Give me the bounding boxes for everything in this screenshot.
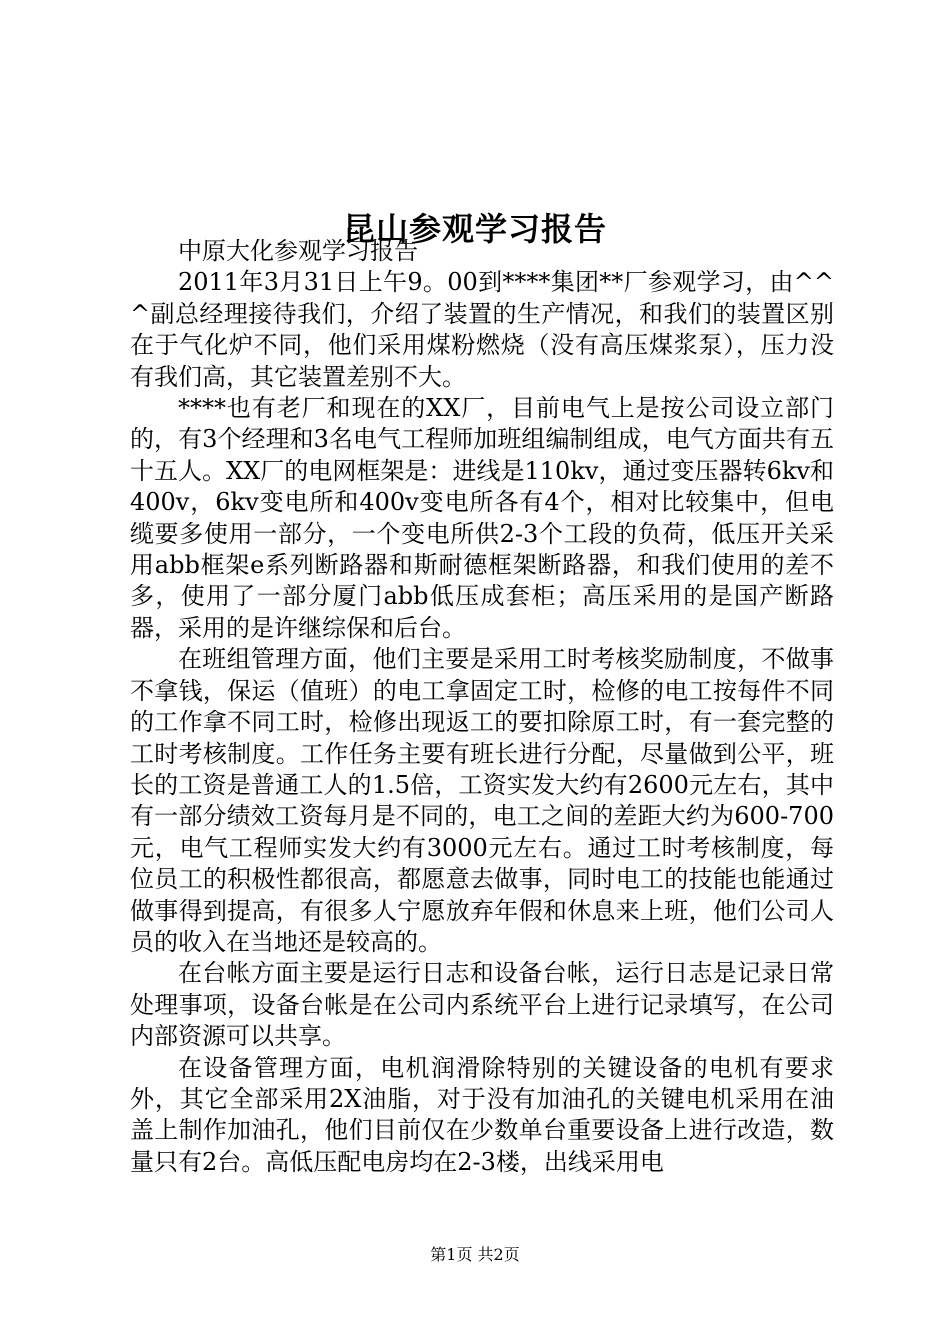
body-paragraph-electrical: ****也有老厂和现在的XX厂，目前电气上是按公司设立部门的，有3个经理和3名电气工程师加班组编制组成，电气方面共有五十五人。XX厂的电网框架是：进线是110kv，通过变压器转6kv和400v，6kv变电所和400v变电所各有4个，相对比较集中，但电缆要多使用一部分，一个变电所供2-3个工段的负荷，低压开关采用abb框架e系列断路器和斯耐德框架断路器，和我们使用的差不多，使用了一部分厦门abb低压成套柜；高压采用的是国产断路器，采用的是许继综保和后台。	[130, 394, 834, 642]
document-body	[130, 236, 834, 1178]
subtitle-paragraph: 中原大化参观学习报告	[178, 237, 418, 265]
body-paragraph-visit: 2011年3月31日上午9。00到****集团**厂参观学习，由^^^副总经理接待我们，介绍了装置的生产情况，和我们的装置区别在于气化炉不同，他们采用煤粉燃烧（没有高压煤浆泵），压力没有我们高，其它装置差别不大。	[130, 268, 834, 391]
page-title: 昆山参观学习报告	[342, 210, 607, 249]
body-paragraph-ledger: 在台帐方面主要是运行日志和设备台帐，运行日志是记录日常处理事项，设备台帐是在公司内系统平台上进行记录填写，在公司内部资源可以共享。	[130, 959, 834, 1051]
body-paragraph-equipment: 在设备管理方面，电机润滑除特别的关键设备的电机有要求外，其它全部采用2X油脂，对于没有加油孔的关键电机采用在油盖上制作加油孔，他们目前仅在少数单台重要设备上进行改造，数量只有2台。高低压配电房均在2-3楼，出线采用电	[130, 1053, 834, 1176]
body-paragraph-team-management: 在班组管理方面，他们主要是采用工时考核奖励制度，不做事不拿钱，保运（值班）的电工拿固定工时，检修的电工按每件不同的工作拿不同工时，检修出现返工的要扣除原工时，有一套完整的工时考核制度。工作任务主要有班长进行分配，尽量做到公平，班长的工资是普通工人的1.5倍，工资实发大约有2600元左右，其中有一部分绩效工资每月是不同的，电工之间的差距大约为600-700元，电气工程师实发大约有3000元左右。通过工时考核制度，每位员工的积极性都很高，都愿意去做事，同时电工的技能也能通过做事得到提高，有很多人宁愿放弃年假和休息来上班，他们公司人员的收入在当地还是较高的。	[130, 645, 834, 956]
page-footer: 第1页 共2页	[430, 1245, 520, 1264]
